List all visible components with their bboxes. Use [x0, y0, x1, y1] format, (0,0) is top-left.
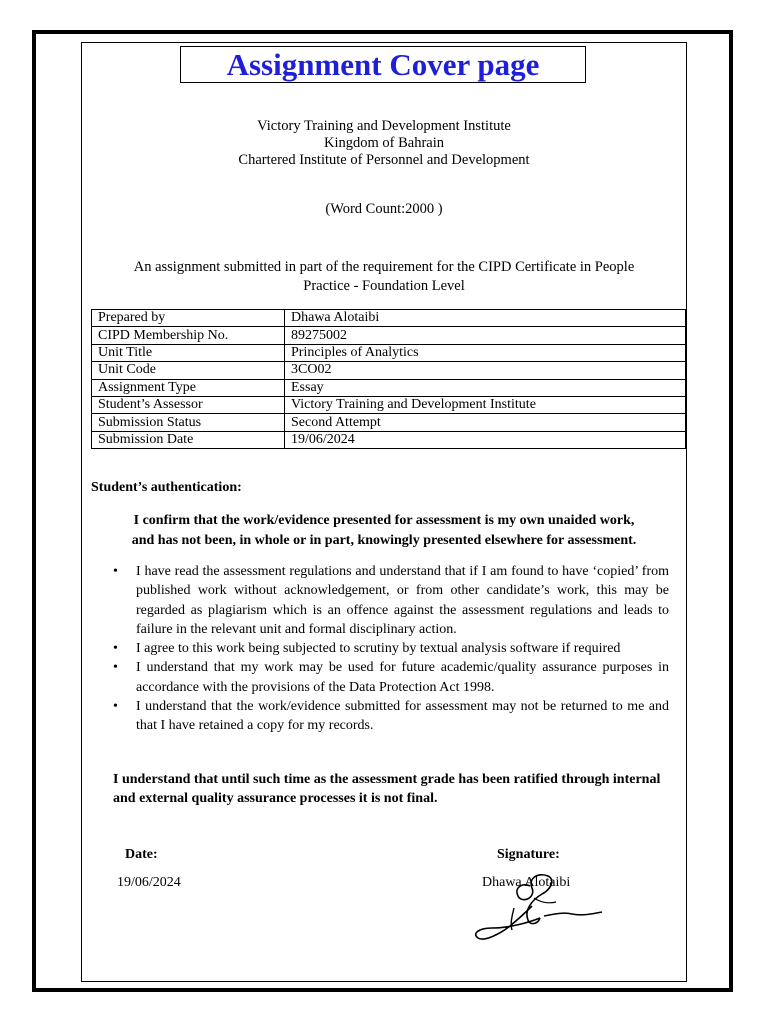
declaration-list [109, 562, 669, 736]
row-value: 3CO02 [285, 362, 686, 379]
institute-name: Victory Training and Development Institute [257, 118, 511, 134]
handwritten-signature [470, 868, 610, 943]
row-label: Submission Date [92, 431, 285, 448]
list-item [109, 639, 669, 658]
table-row [92, 379, 686, 396]
list-item-text: I agree to this work being subjected to scrutiny by textual analysis software if required [136, 641, 621, 657]
table-row [92, 414, 686, 431]
authentication-heading: Student’s authentication: [91, 480, 242, 495]
signature-label: Signature: [497, 847, 560, 862]
row-value: 89275002 [285, 327, 686, 344]
row-value: 19/06/2024 [285, 431, 686, 448]
date-label: Date: [125, 847, 158, 862]
list-item [109, 697, 669, 736]
row-label: Submission Status [92, 414, 285, 431]
institution-block [81, 118, 687, 169]
row-label: Unit Title [92, 344, 285, 361]
signature-name: Dhawa Alotaibi [482, 875, 571, 890]
details-table [91, 309, 686, 449]
country: Kingdom of Bahrain [323, 135, 444, 151]
row-label: Assignment Type [92, 379, 285, 396]
awarding-body: Chartered Institute of Personnel and Development [238, 152, 530, 168]
row-value: Essay [285, 379, 686, 396]
bullet-icon: • [113, 699, 118, 715]
table-row [92, 362, 686, 379]
row-value: Victory Training and Development Institute [285, 396, 686, 413]
row-value: Second Attempt [285, 414, 686, 431]
list-item-text: I have read the assessment regulations and understand that if I am found to have ‘copied’ from published work without acknowledgement, or from other candidate’s work, this may be regarded as plagiarism which is an offence against the assessment regulations and leads to failure in the relevant unit and formal disciplinary action. [136, 564, 669, 637]
table-row [92, 310, 686, 327]
purpose-line-1: An assignment submitted in part of the requirement for the CIPD Certificate in People [133, 259, 635, 275]
date-value: 19/06/2024 [117, 875, 181, 890]
row-label: Unit Code [92, 362, 285, 379]
bullet-icon: • [113, 660, 118, 676]
table-row [92, 431, 686, 448]
bullet-icon: • [113, 564, 118, 579]
list-item [109, 562, 669, 639]
list-item-text: I understand that my work may be used for future academic/quality assurance purposes in accordance with the provisions of the Data Protection Act 1998. [136, 660, 669, 695]
confirmation-statement [91, 511, 677, 551]
word-count: (Word Count:2000 ) [325, 201, 443, 217]
list-item [109, 658, 669, 697]
row-value: Principles of Analytics [285, 344, 686, 361]
assignment-purpose [81, 258, 687, 296]
row-value: Dhawa Alotaibi [285, 310, 686, 327]
confirm-line-1: I confirm that the work/evidence presented for assessment is my own unaided work, [133, 513, 635, 528]
row-label: Prepared by [92, 310, 285, 327]
purpose-line-2: Practice - Foundation Level [303, 278, 465, 294]
row-label: CIPD Membership No. [92, 327, 285, 344]
bullet-icon: • [113, 641, 118, 657]
list-item-text: I understand that the work/evidence submitted for assessment may not be returned to me and that I have retained a copy for my records. [136, 699, 669, 734]
table-row [92, 396, 686, 413]
final-statement: I understand that until such time as the assessment grade has been ratified through internal and external quality assurance processes it is not final. [113, 772, 661, 806]
page-title: Assignment Cover page [180, 46, 586, 83]
table-row [92, 327, 686, 344]
table-row [92, 344, 686, 361]
confirm-line-2: and has not been, in whole or in part, knowingly presented elsewhere for assessment. [131, 533, 637, 548]
row-label: Student’s Assessor [92, 396, 285, 413]
